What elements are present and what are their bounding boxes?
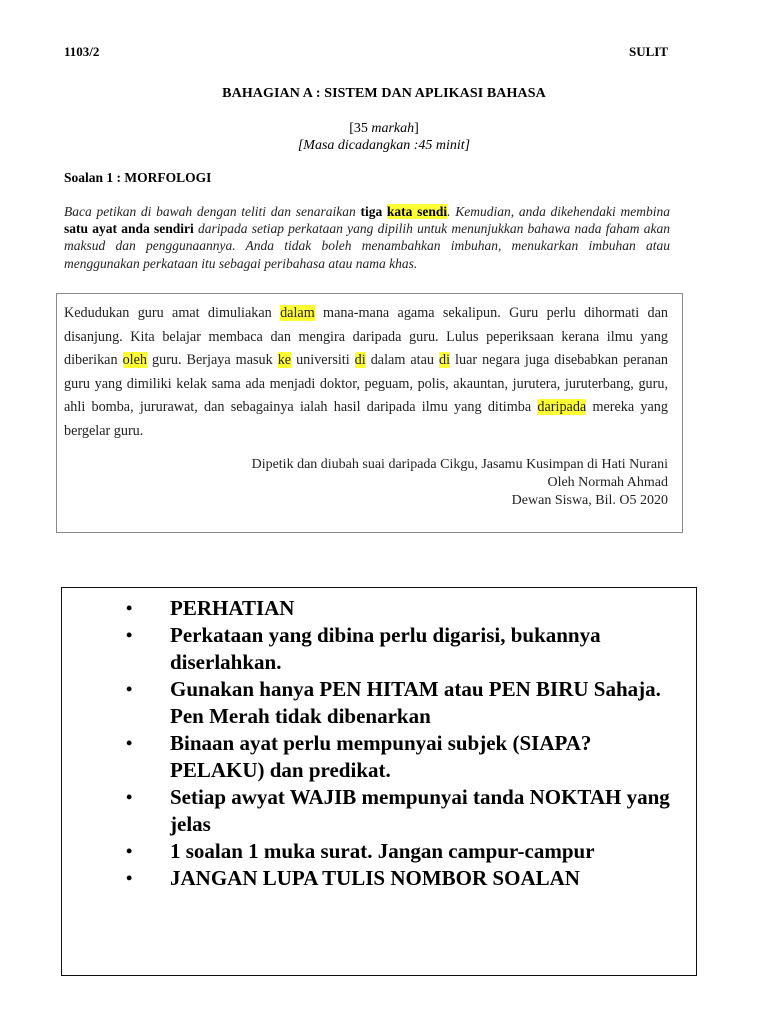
passage-text-2: mana-mana agama sekalipun. Guru perlu dihormati dan disanjung. Kita belajar membaca dan mengira daripada guru. Lulus peperiksaan kerana ilmu yang diberikan bbox=[64, 305, 668, 369]
section-title: BAHAGIAN A : SISTEM DAN APLIKASI BAHASA bbox=[222, 86, 546, 101]
source-line: Dewan Siswa, Bil. O5 2020 bbox=[511, 493, 668, 508]
instructions-paragraph bbox=[64, 203, 670, 272]
notice-item-text: Gunakan hanya PEN HITAM atau PEN BIRU Sahaja. Pen Merah tidak dibenarkan bbox=[170, 677, 661, 728]
notice-list bbox=[120, 595, 680, 892]
notice-item bbox=[120, 730, 680, 784]
keyword-highlight: ke bbox=[277, 352, 292, 369]
keyword-highlight: daripada bbox=[537, 399, 587, 416]
bullet-icon: • bbox=[126, 787, 133, 807]
marks-close: ] bbox=[414, 121, 419, 136]
bullet-icon: • bbox=[126, 625, 133, 645]
notice-item-text: PERHATIAN bbox=[170, 596, 295, 620]
source-line: Dipetik dan diubah suai daripada Cikgu, Jasamu Kusimpan di Hati Nurani bbox=[251, 457, 668, 472]
time-hint: [Masa dicadangkan :45 minit] bbox=[297, 138, 471, 153]
marks-word: markah bbox=[371, 121, 415, 136]
passage-text-5: dalam atau bbox=[365, 352, 439, 369]
instr-text-1: Baca petikan di bawah dengan teliti dan senaraikan bbox=[64, 204, 361, 219]
instr-bold-ayat: satu ayat anda sendiri bbox=[64, 221, 194, 237]
source-line: Oleh Normah Ahmad bbox=[547, 475, 668, 490]
passage-text-6: luar negara juga disebabkan peranan guru yang dimiliki kelak sama ada menjadi doktor, peguam, polis, akauntan, jurutera, juruterbang, guru, ahli bomba, jururawat, dan sebagainya ialah hasil daripada ilmu yang ditimba bbox=[64, 352, 669, 416]
notice-item bbox=[120, 838, 680, 865]
passage-text bbox=[64, 302, 668, 444]
keyword-highlight: dalam bbox=[280, 305, 315, 321]
notice-item bbox=[120, 865, 680, 892]
classification-label: SULIT bbox=[628, 44, 668, 59]
bullet-icon: • bbox=[126, 598, 133, 618]
keyword-highlight: di bbox=[354, 352, 366, 369]
bullet-icon: • bbox=[126, 841, 133, 861]
source-citation bbox=[252, 456, 668, 510]
bullet-icon: • bbox=[126, 733, 133, 753]
keyword-highlight: oleh bbox=[122, 352, 148, 369]
marks-open: [35 bbox=[349, 121, 372, 136]
instr-bold-tiga: tiga bbox=[360, 204, 383, 219]
bullet-icon: • bbox=[126, 868, 133, 888]
passage-text-1: Kedudukan guru amat dimuliakan bbox=[64, 305, 281, 321]
instr-highlight-kata-sendi: kata sendi bbox=[386, 204, 448, 219]
notice-item-text: Setiap awyat WAJIB mempunyai tanda NOKTAH yang jelas bbox=[170, 785, 670, 836]
passage-text-7: mereka yang bergelar guru. bbox=[64, 399, 668, 439]
notice-item bbox=[120, 622, 680, 676]
passage-text-3: guru. Berjaya masuk bbox=[147, 352, 278, 369]
notice-item-text: Perkataan yang dibina perlu digarisi, bukannya diserlahkan. bbox=[170, 623, 601, 674]
notice-item bbox=[120, 595, 680, 622]
notice-item bbox=[120, 784, 680, 838]
bullet-icon: • bbox=[126, 679, 133, 699]
document-code: 1103/2 bbox=[64, 44, 100, 59]
notice-item-text: JANGAN LUPA TULIS NOMBOR SOALAN bbox=[170, 866, 580, 890]
instr-text-3: daripada setiap perkataan yang dipilih untuk menunjukkan bahawa nada faham akan maksud dan penggunaannya. Anda tidak boleh menambahkan imbuhan, menukarkan imbuhan atau menggunakan perkataan itu sebagai peribahasa atau nama khas. bbox=[64, 221, 670, 271]
notice-item-text: Binaan ayat perlu mempunyai subjek (SIAPA? PELAKU) dan predikat. bbox=[170, 731, 592, 782]
notice-item bbox=[120, 676, 680, 730]
keyword-highlight: di bbox=[439, 352, 451, 369]
notice-item-text: 1 soalan 1 muka surat. Jangan campur-campur bbox=[170, 839, 595, 863]
question-title: Soalan 1 : MORFOLOGI bbox=[64, 170, 212, 185]
marks-block bbox=[0, 120, 768, 154]
instr-text-2: . Kemudian, anda dikehendaki membina bbox=[447, 204, 670, 219]
marks-line bbox=[0, 120, 768, 137]
passage-text-4: universiti bbox=[291, 352, 355, 369]
